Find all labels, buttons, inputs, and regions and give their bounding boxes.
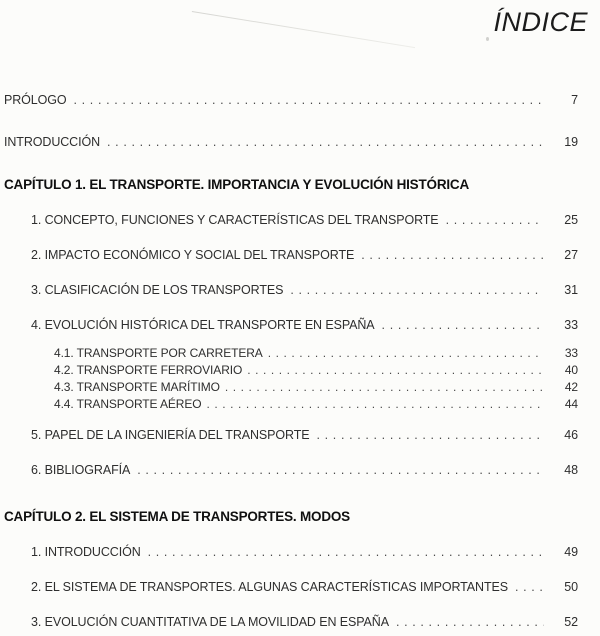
toc-entry-page: 49 [564, 545, 578, 560]
toc-entry [4, 282, 578, 298]
toc-entry [4, 462, 578, 478]
toc-entry-label: 1. INTRODUCCIÓN [31, 545, 141, 560]
chapter-2-heading: CAPÍTULO 2. EL SISTEMA DE TRANSPORTES. MODOS [4, 509, 350, 525]
toc-entry-label: 6. BIBLIOGRAFÍA [31, 463, 131, 478]
dot-leader [317, 427, 544, 443]
dot-leader [74, 92, 544, 108]
toc-entry-page: 44 [564, 397, 578, 412]
dot-leader [207, 396, 544, 412]
toc-entry [4, 134, 578, 150]
toc-entry-label: 2. IMPACTO ECONÓMICO Y SOCIAL DEL TRANSPORTE [31, 248, 355, 263]
toc-entry-label: 4.1. TRANSPORTE POR CARRETERA [54, 346, 263, 361]
dot-leader [268, 345, 544, 361]
toc-entry-page: 48 [564, 463, 578, 478]
toc-entry-page: 52 [564, 615, 578, 630]
toc-entry [4, 247, 578, 263]
toc-entry-page: 40 [564, 363, 578, 378]
toc-entry-page: 33 [564, 346, 578, 361]
toc-entry-label: 4.4. TRANSPORTE AÉREO [54, 397, 202, 412]
dot-leader [446, 212, 544, 228]
toc-entry-label: 3. CLASIFICACIÓN DE LOS TRANSPORTES [31, 283, 284, 298]
toc-entry-page: 33 [564, 318, 578, 333]
table-of-contents [0, 92, 600, 630]
chapter-1-subentries [4, 345, 578, 412]
dot-leader [225, 379, 544, 395]
toc-entry-page: 42 [564, 380, 578, 395]
toc-entry-page: 25 [564, 213, 578, 228]
front-matter-section [4, 92, 578, 150]
page-title: ÍNDICE [493, 7, 588, 37]
toc-entry-page: 19 [564, 135, 578, 150]
toc-entry-label: 2. EL SISTEMA DE TRANSPORTES. ALGUNAS CARACTERÍSTICAS IMPORTANTES [31, 580, 508, 595]
chapter-2-entries [4, 544, 578, 630]
dot-leader [515, 579, 544, 595]
toc-entry [4, 92, 578, 108]
toc-entry-label: PRÓLOGO [4, 93, 67, 108]
dot-leader [137, 462, 544, 478]
toc-entry-label: 4.2. TRANSPORTE FERROVIARIO [54, 363, 243, 378]
dot-leader [382, 317, 544, 333]
toc-entry-page: 46 [564, 428, 578, 443]
dot-leader [148, 544, 544, 560]
dot-leader [247, 362, 544, 378]
toc-entry [4, 427, 578, 443]
toc-subentry [4, 362, 578, 378]
toc-entry-label: 4. EVOLUCIÓN HISTÓRICA DEL TRANSPORTE EN ESPAÑA [31, 318, 375, 333]
chapter-1-entries [4, 212, 578, 478]
dot-leader [361, 247, 544, 263]
toc-entry [4, 317, 578, 333]
dot-leader [107, 134, 544, 150]
toc-entry-page: 7 [571, 93, 578, 108]
toc-entry-label: 5. PAPEL DE LA INGENIERÍA DEL TRANSPORTE [31, 428, 310, 443]
toc-entry [4, 212, 578, 228]
toc-entry [4, 544, 578, 560]
toc-entry-label: 3. EVOLUCIÓN CUANTITATIVA DE LA MOVILIDAD EN ESPAÑA [31, 615, 389, 630]
toc-subentry [4, 396, 578, 412]
scan-artifact-speck [486, 37, 489, 41]
toc-entry-label: INTRODUCCIÓN [4, 135, 101, 150]
toc-entry-page: 50 [564, 580, 578, 595]
chapter-1-heading: CAPÍTULO 1. EL TRANSPORTE. IMPORTANCIA Y EVOLUCIÓN HISTÓRICA [4, 177, 470, 193]
toc-entry [4, 579, 578, 595]
toc-subentry [4, 379, 578, 395]
dot-leader [290, 282, 544, 298]
toc-entry-page: 27 [564, 248, 578, 263]
toc-entry-label: 4.3. TRANSPORTE MARÍTIMO [54, 380, 220, 395]
toc-subentry [4, 345, 578, 361]
toc-entry-page: 31 [564, 283, 578, 298]
toc-entry-label: 1. CONCEPTO, FUNCIONES Y CARACTERÍSTICAS DEL TRANSPORTE [31, 213, 439, 228]
